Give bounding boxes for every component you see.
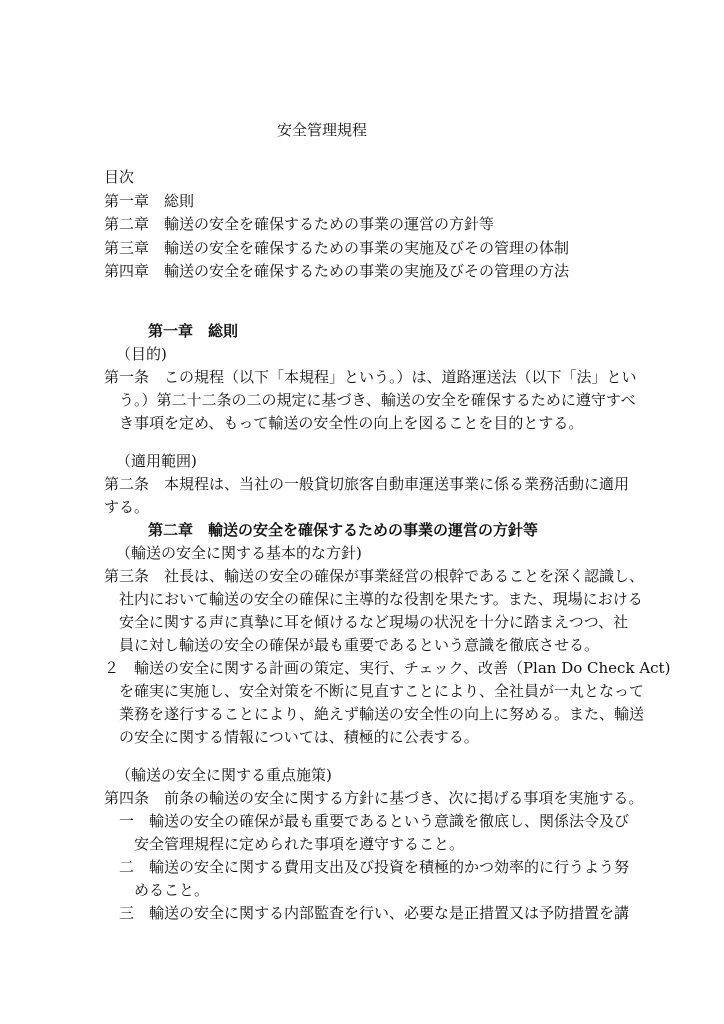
article-text-line: 第四条 前条の輸送の安全に関する方針に基づき、次に掲げる事項を実施する。 <box>104 789 644 807</box>
article-text-line: 業務を遂行することにより、絶えず輸送の安全性の向上に努める。また、輸送 <box>119 705 645 723</box>
article-text-line: 二 輸送の安全に関する費用支出及び投資を積極的かつ効率的に行うよう努 <box>119 858 630 876</box>
article-text-line: 一 輸送の安全の確保が最も重要であるという意識を徹底し、関係法令及び <box>119 812 630 830</box>
article-caption: （輸送の安全に関する重点施策) <box>116 766 332 784</box>
toc-item: 第四章 輸送の安全を確保するための事業の実施及びその管理の方法 <box>104 262 570 280</box>
toc-item: 第一章 総則 <box>104 192 195 210</box>
article-text-line: 社内において輸送の安全の確保に主導的な役割を果たす。また、現場における <box>119 590 643 608</box>
article-text-line: の安全に関する情報については、積極的に公表する。 <box>119 728 479 746</box>
toc-heading: 目次 <box>104 168 135 186</box>
article-text-line: 員に対し輸送の安全の確保が最も重要であるという意識を徹底させる。 <box>119 636 600 654</box>
toc-item: 第二章 輸送の安全を確保するための事業の運営の方針等 <box>104 215 495 233</box>
article-text-line: 三 輸送の安全に関する内部監査を行い、必要な是正措置又は予防措置を講 <box>119 904 630 922</box>
article-text-line: 第三条 社長は、輸送の安全の確保が事業経営の根幹であることを深く認識し、 <box>104 567 645 585</box>
toc-item: 第三章 輸送の安全を確保するための事業の実施及びその管理の体制 <box>104 239 570 257</box>
article-text-line: 安全に関する声に真摯に耳を傾けるなど現場の状況を十分に踏まえつつ、社 <box>119 613 629 631</box>
article-caption: （輸送の安全に関する基本的な方針) <box>116 544 362 562</box>
article-text-line: き事項を定め、もって輸送の安全性の向上を図ることを目的とする。 <box>119 414 584 432</box>
article-text-line: ２ 輸送の安全に関する計画の策定、実行、チェック、改善（Plan Do Check Act) <box>104 659 671 677</box>
article-caption: （適用範囲) <box>116 452 197 470</box>
document-title: 安全管理規程 <box>277 121 368 139</box>
article-text-line: めること。 <box>134 881 210 899</box>
chapter-heading: 第一章 総則 <box>148 322 239 340</box>
article-text-line: 安全管理規程に定められた事項を遵守すること。 <box>134 835 465 853</box>
article-caption: （目的) <box>116 345 167 363</box>
article-text-line: を確実に実施し、安全対策を不断に見直すことにより、全社員が一丸となって <box>119 682 645 700</box>
article-text-line: する。 <box>104 498 150 516</box>
article-text-line: 第一条 この規程（以下「本規程」という。）は、道路運送法（以下「法」とい <box>104 368 637 386</box>
chapter-heading: 第二章 輸送の安全を確保するための事業の運営の方針等 <box>148 521 539 539</box>
article-text-line: 第二条 本規程は、当社の一般貸切旅客自動車運送事業に係る業務活動に適用 <box>104 475 630 493</box>
article-text-line: う。）第二十二条の二の規定に基づき、輸送の安全を確保するために遵守すべ <box>119 391 636 409</box>
